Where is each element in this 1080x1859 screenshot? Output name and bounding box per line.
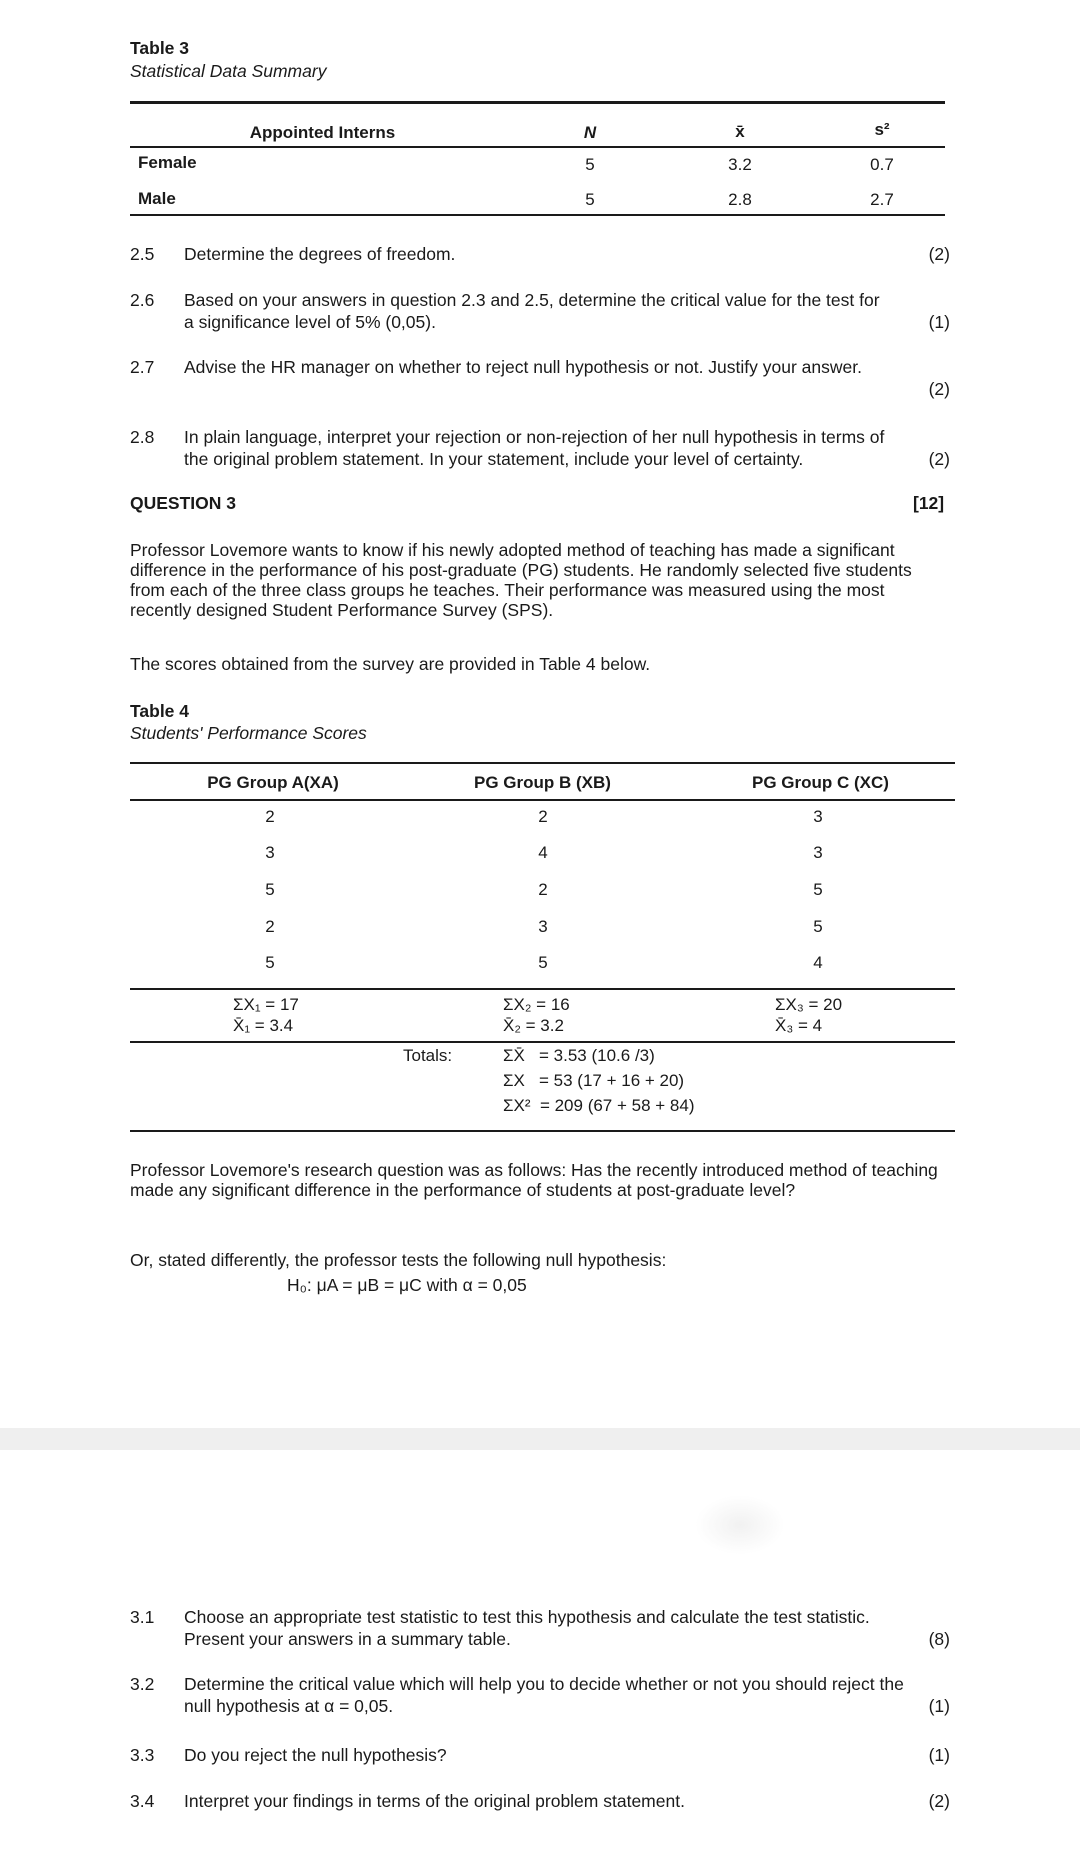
table4-cell: 2 xyxy=(265,807,275,826)
table4-cell: 4 xyxy=(538,843,548,862)
table4-cell: 3 xyxy=(265,843,275,862)
table3-label: Table 3 xyxy=(130,38,190,58)
question-marks: (2) xyxy=(928,379,950,399)
table3-row-female-label: Female xyxy=(138,153,197,172)
question-number: 2.8 xyxy=(130,427,155,447)
question-marks: (2) xyxy=(928,244,950,264)
question-number: 3.4 xyxy=(130,1791,155,1811)
question-marks: (2) xyxy=(928,449,950,469)
question-number: 2.5 xyxy=(130,244,155,264)
table3-header-variance: s² xyxy=(874,120,890,139)
table4-cell: 5 xyxy=(813,880,823,899)
table4-mean-c: X̄₃ = 4 xyxy=(775,1016,823,1035)
question-3-3 xyxy=(130,1744,950,1766)
table4-cell: 5 xyxy=(813,917,823,936)
question-2-6 xyxy=(130,289,950,333)
research-question: Professor Lovemore's research question was as follows: Has the recently introduced method of teaching made any significant difference in the performance of students at post-graduate level? xyxy=(130,1160,938,1200)
question-number: 3.1 xyxy=(130,1607,155,1627)
table4-mean-a: X̄₁ = 3.4 xyxy=(233,1016,294,1035)
question-2-7 xyxy=(130,356,950,400)
table4-total-sum-squares: ΣX² = 209 (67 + 58 + 84) xyxy=(503,1096,695,1115)
table4-header-group-b: PG Group B (XB) xyxy=(474,773,611,792)
table3-row-female-mean: 3.2 xyxy=(728,155,752,174)
question-marks: (1) xyxy=(928,312,950,332)
question-3-total: [12] xyxy=(913,493,945,513)
scores-note: The scores obtained from the survey are provided in Table 4 below. xyxy=(130,654,651,674)
question-2-5 xyxy=(130,243,950,265)
table4-cell: 4 xyxy=(813,953,823,972)
table4-label: Table 4 xyxy=(130,701,190,721)
table4-cell: 5 xyxy=(265,953,275,972)
question-number: 2.6 xyxy=(130,290,155,310)
table4-sum-c: ΣX₃ = 20 xyxy=(775,995,843,1014)
question-marks: (8) xyxy=(928,1629,950,1649)
table4-header-group-c: PG Group C (XC) xyxy=(752,773,889,792)
table3-header-interns: Appointed Interns xyxy=(249,123,396,142)
question-marks: (2) xyxy=(928,1791,950,1811)
question-text: Based on your answers in question 2.3 and 2.5, determine the critical value for the test for a significance level of 5% (0,05). xyxy=(184,290,880,332)
scan-smudge xyxy=(695,1495,785,1555)
table4-total-mean: ΣX̄ = 3.53 (10.6 /3) xyxy=(503,1046,655,1065)
table4-sum-rule xyxy=(130,988,955,990)
question-number: 3.3 xyxy=(130,1745,155,1765)
question-2-8 xyxy=(130,426,950,470)
table4-cell: 3 xyxy=(538,917,548,936)
question-marks: (1) xyxy=(928,1696,950,1716)
table4-cell: 5 xyxy=(265,880,275,899)
question-3-4 xyxy=(130,1790,950,1812)
table3-header-rule xyxy=(130,146,945,148)
question-3-intro: Professor Lovemore wants to know if his newly adopted method of teaching has made a significant difference in the performance of his post-graduate (PG) students. He randomly selected five students from each of the three class groups he teaches. Their performance was measured using the most recently designed Student Performance Survey (SPS). xyxy=(130,540,912,620)
table4-top-rule xyxy=(130,762,955,764)
table4-totals-label: Totals: xyxy=(403,1046,453,1065)
table4-header-group-a: PG Group A(XA) xyxy=(207,773,339,792)
question-text: Interpret your findings in terms of the original problem statement. xyxy=(184,1791,685,1811)
scan-gray-band xyxy=(0,1428,1080,1450)
table3-row-male-n: 5 xyxy=(585,190,595,209)
null-hypothesis: H₀: μA = μB = μC with α = 0,05 xyxy=(287,1275,527,1295)
question-text: Determine the degrees of freedom. xyxy=(184,244,456,264)
table4-total-sum: ΣX = 53 (17 + 16 + 20) xyxy=(503,1071,685,1090)
table3-row-female-n: 5 xyxy=(585,155,595,174)
hypothesis-intro: Or, stated differently, the professor tests the following null hypothesis: xyxy=(130,1250,667,1270)
table3-header-mean: x̄ xyxy=(735,122,745,141)
question-3-title: QUESTION 3 xyxy=(130,493,236,513)
table4-cell: 2 xyxy=(265,917,275,936)
table3-row-male-mean: 2.8 xyxy=(728,190,752,209)
question-text: Determine the critical value which will help you to decide whether or not you should reject the null hypothesis at α = 0,05. xyxy=(184,1674,904,1716)
question-3-2 xyxy=(130,1673,950,1717)
table4-sum-a: ΣX₁ = 17 xyxy=(233,995,299,1014)
table4-bottom-rule xyxy=(130,1130,955,1132)
table3-header-n: N xyxy=(583,123,597,142)
table4-cell: 2 xyxy=(538,807,548,826)
question-3-1 xyxy=(130,1606,950,1650)
table4-caption: Students' Performance Scores xyxy=(130,723,367,743)
table3-row-male-var: 2.7 xyxy=(870,190,894,209)
table4-cell: 3 xyxy=(813,843,823,862)
table3-row-female-var: 0.7 xyxy=(870,155,894,174)
question-text: Choose an appropriate test statistic to test this hypothesis and calculate the test statistic. Present your answers in a summary table. xyxy=(184,1607,870,1649)
table4-totals-rule xyxy=(130,1041,955,1043)
table3-row-male-label: Male xyxy=(138,189,176,208)
table3-top-rule xyxy=(130,101,945,104)
question-number: 3.2 xyxy=(130,1674,155,1694)
table4-sum-b: ΣX₂ = 16 xyxy=(503,995,570,1014)
table4-mean-b: X̄₂ = 3.2 xyxy=(503,1016,564,1035)
question-text: Advise the HR manager on whether to reject null hypothesis or not. Justify your answer. xyxy=(184,357,862,377)
table3-caption: Statistical Data Summary xyxy=(130,61,327,81)
table4-cell: 2 xyxy=(538,880,548,899)
question-text: In plain language, interpret your rejection or non-rejection of her null hypothesis in terms of the original problem statement. In your statement, include your level of certainty. xyxy=(184,427,885,469)
question-marks: (1) xyxy=(928,1745,950,1765)
question-number: 2.7 xyxy=(130,357,155,377)
table3-bottom-rule xyxy=(130,214,945,216)
table4-cell: 3 xyxy=(813,807,823,826)
table4-cell: 5 xyxy=(538,953,548,972)
table4-header-rule xyxy=(130,799,955,801)
question-text: Do you reject the null hypothesis? xyxy=(184,1745,447,1765)
